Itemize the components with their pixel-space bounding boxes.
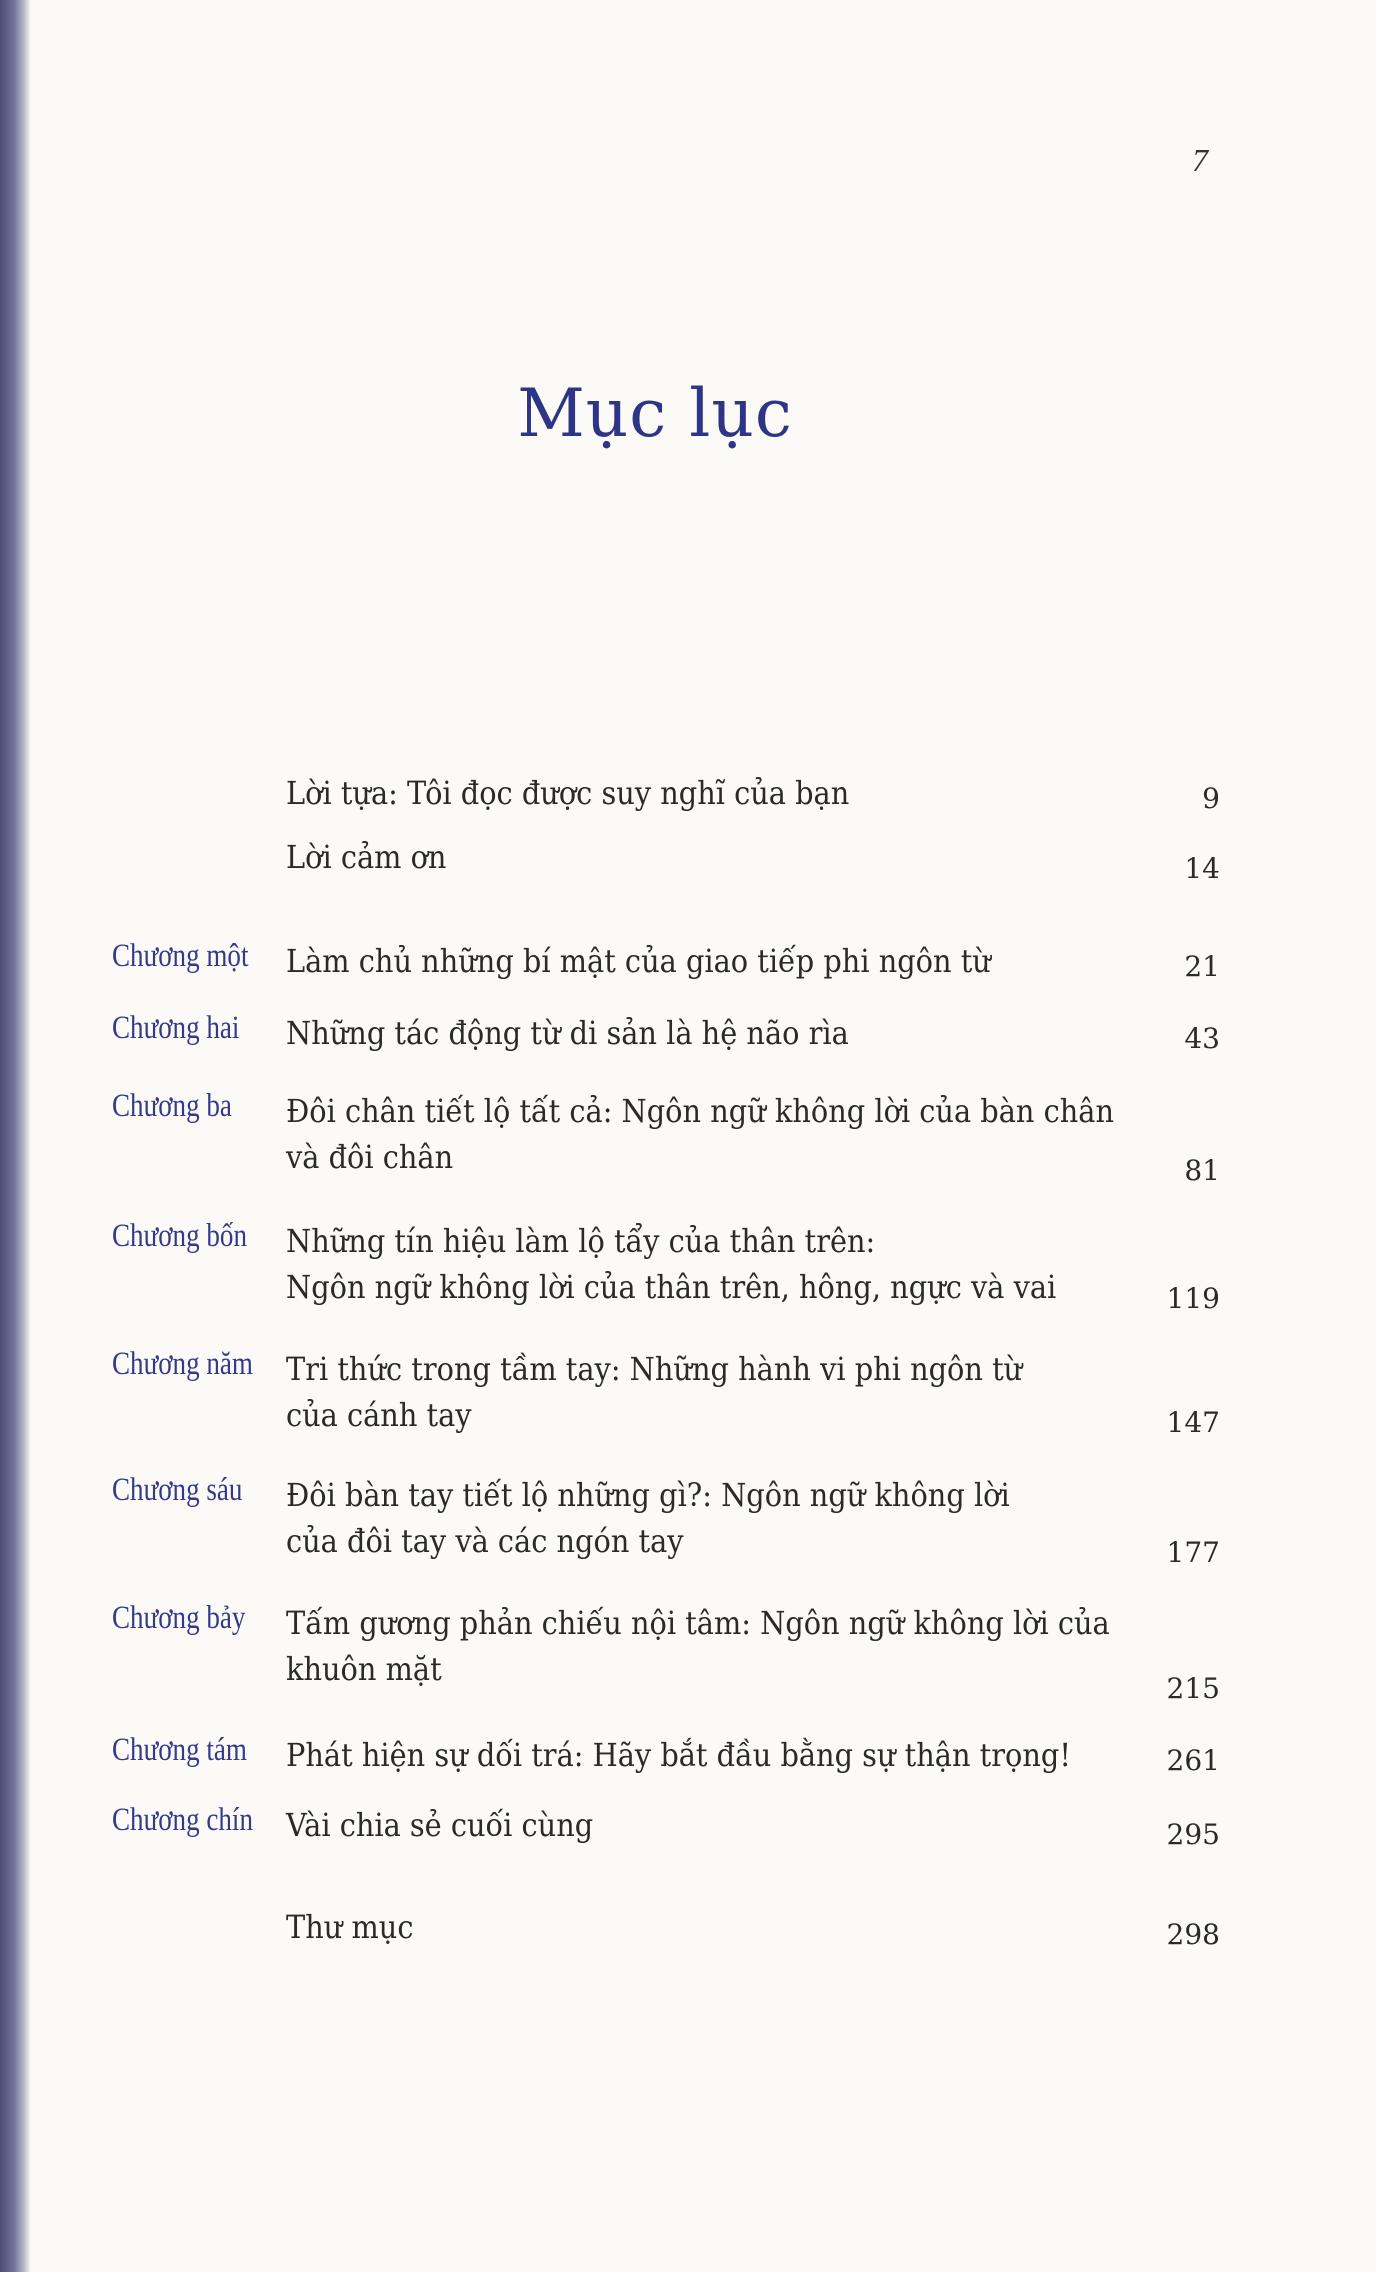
page-title: Mục lục	[517, 375, 793, 452]
toc-entry-line: và đôi chân	[286, 1138, 454, 1176]
toc-entry-line: Lời tựa: Tôi đọc được suy nghĩ của bạn	[286, 774, 850, 812]
toc-entry-line: Những tín hiệu làm lộ tẩy của thân trên:	[286, 1222, 876, 1260]
toc-entry-page: 81	[1184, 1154, 1220, 1187]
toc-chapter-label: Chương một	[112, 938, 249, 974]
toc-entry-line: Phát hiện sự dối trá: Hãy bắt đầu bằng sự thận trọng!	[286, 1736, 1071, 1774]
toc-chapter-label: Chương sáu	[112, 1472, 243, 1508]
page-number: 7	[1192, 142, 1208, 178]
toc-entry-line: của cánh tay	[286, 1396, 472, 1434]
toc-entry-title	[286, 938, 1051, 984]
toc-entry-line: Làm chủ những bí mật của giao tiếp phi ngôn từ	[286, 942, 991, 980]
toc-chapter-label: Chương năm	[112, 1346, 253, 1382]
toc-entry-page: 215	[1166, 1672, 1220, 1705]
toc-entry-title	[286, 1732, 1071, 1778]
toc-entry-line: Tấm gương phản chiếu nội tâm: Ngôn ngữ không lời của	[286, 1604, 1110, 1642]
toc-entry-title	[286, 1472, 1051, 1564]
toc-entry-page: 177	[1166, 1536, 1220, 1569]
toc-entry-page: 147	[1166, 1406, 1220, 1439]
toc-chapter-label: Chương tám	[112, 1732, 247, 1768]
toc-entry-title	[286, 1346, 1051, 1438]
toc-entry-title	[286, 1010, 1051, 1056]
toc-entry-title	[286, 1088, 1115, 1180]
toc-entry-page: 119	[1166, 1282, 1220, 1315]
toc-entry-title	[286, 770, 1051, 816]
toc-entry-line: Đôi bàn tay tiết lộ những gì?: Ngôn ngữ không lời	[286, 1476, 1010, 1514]
toc-entry-line: Đôi chân tiết lộ tất cả: Ngôn ngữ không lời của bàn chân	[286, 1092, 1115, 1130]
toc-entry-title	[286, 1904, 1051, 1950]
toc-entry-line: Những tác động từ di sản là hệ não rìa	[286, 1014, 849, 1052]
toc-chapter-label: Chương bảy	[112, 1600, 246, 1636]
toc-entry-line: của đôi tay và các ngón tay	[286, 1522, 684, 1560]
toc-entry-page: 43	[1184, 1022, 1220, 1055]
toc-entry-page: 261	[1166, 1744, 1220, 1777]
toc-entry-title	[286, 834, 1051, 880]
book-spine-edge	[0, 0, 30, 2272]
toc-entry-page: 9	[1202, 782, 1220, 815]
toc-entry-title	[286, 1218, 1057, 1310]
toc-entry-line: Lời cảm ơn	[286, 838, 447, 876]
toc-entry-page: 298	[1166, 1918, 1220, 1951]
toc-entry-line: khuôn mặt	[286, 1650, 442, 1688]
toc-chapter-label: Chương ba	[112, 1088, 232, 1124]
toc-entry-line: Thư mục	[286, 1908, 414, 1946]
toc-chapter-label: Chương bốn	[112, 1218, 247, 1254]
toc-entry-page: 21	[1184, 950, 1220, 983]
toc-entry-line: Vài chia sẻ cuối cùng	[286, 1806, 594, 1844]
toc-entry-line: Ngôn ngữ không lời của thân trên, hông, ngực và vai	[286, 1268, 1057, 1306]
toc-entry-title	[286, 1600, 1110, 1692]
toc-entry-line: Tri thức trong tầm tay: Những hành vi phi ngôn từ	[286, 1350, 1023, 1388]
toc-entry-page: 295	[1166, 1818, 1220, 1851]
toc-entry-page: 14	[1184, 852, 1220, 885]
toc-chapter-label: Chương chín	[112, 1802, 253, 1838]
toc-entry-title	[286, 1802, 1051, 1848]
toc-chapter-label: Chương hai	[112, 1010, 240, 1046]
